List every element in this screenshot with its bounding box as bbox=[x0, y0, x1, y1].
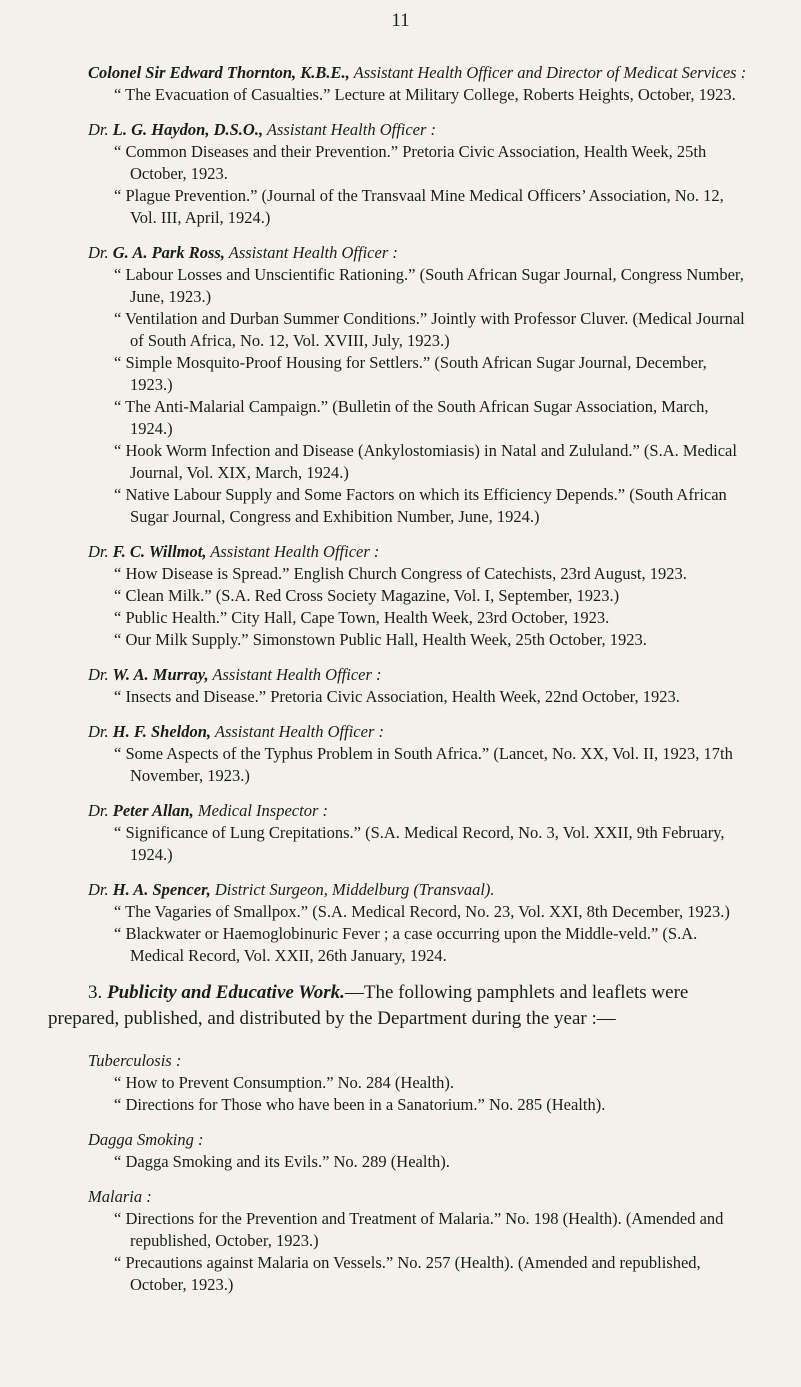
officer-role: Assistant Health Officer and Director of Medicat Services : bbox=[349, 63, 747, 82]
publication-item: “ Labour Losses and Unscientific Rationing.” (South African Sugar Journal, Congress Number, June, 1923.) bbox=[114, 265, 744, 306]
officer-title-prefix: Dr. bbox=[88, 880, 109, 899]
officer-name: H. F. Sheldon, bbox=[108, 722, 212, 741]
publication-item: “ The Vagaries of Smallpox.” (S.A. Medical Record, No. 23, Vol. XXI, 8th December, 1923.) bbox=[114, 902, 730, 921]
officer-entry bbox=[88, 62, 751, 106]
pamphlet-item: “ Precautions against Malaria on Vessels.” No. 257 (Health). (Amended and republished, October, 1923.) bbox=[114, 1253, 701, 1294]
officer-heading bbox=[88, 879, 751, 901]
section-text: —The following pamphlets and leaflets were prepared, published, and distributed by the Department during the year :— bbox=[48, 982, 689, 1029]
publication-item: “ How Disease is Spread.” English Church Congress of Catechists, 23rd August, 1923. bbox=[114, 564, 687, 583]
officer-title-prefix: Dr. bbox=[88, 542, 109, 561]
officer-heading bbox=[88, 541, 751, 563]
publications-by-officer bbox=[88, 62, 751, 967]
officer-title-prefix: Dr. bbox=[88, 801, 109, 820]
officer-entry bbox=[88, 879, 751, 967]
publication-item: “ Ventilation and Durban Summer Conditions.” Jointly with Professor Cluver. (Medical Journal of South Africa, No. 12, Vol. XVIII, July, 1923.) bbox=[114, 309, 745, 350]
officer-name: F. C. Willmot, bbox=[108, 542, 207, 561]
officer-name: Peter Allan, bbox=[108, 801, 194, 820]
pamphlet-group bbox=[88, 1050, 751, 1116]
officer-entry bbox=[88, 541, 751, 651]
officer-heading bbox=[88, 664, 751, 686]
pamphlet-group bbox=[88, 1186, 751, 1296]
officer-role: Medical Inspector : bbox=[193, 801, 328, 820]
officer-title-prefix: Dr. bbox=[88, 120, 109, 139]
officer-name: Colonel Sir Edward Thornton, K.B.E., bbox=[88, 63, 350, 82]
publication-item: “ Blackwater or Haemoglobinuric Fever ; a case occurring upon the Middle-veld.” (S.A. Medical Record, Vol. XXII, 26th January, 1924. bbox=[114, 924, 698, 965]
pamphlet-group-heading: Dagga Smoking : bbox=[88, 1130, 204, 1149]
officer-heading bbox=[88, 119, 751, 141]
officer-name: L. G. Haydon, D.S.O., bbox=[108, 120, 264, 139]
publication-item: “ Insects and Disease.” Pretoria Civic Association, Health Week, 22nd October, 1923. bbox=[114, 687, 680, 706]
pamphlet-item: “ Dagga Smoking and its Evils.” No. 289 (Health). bbox=[114, 1152, 450, 1171]
officer-heading bbox=[88, 800, 751, 822]
officer-role: Assistant Health Officer : bbox=[224, 243, 398, 262]
officer-role: Assistant Health Officer : bbox=[263, 120, 437, 139]
publication-item: “ Our Milk Supply.” Simonstown Public Hall, Health Week, 25th October, 1923. bbox=[114, 630, 647, 649]
publication-item: “ Plague Prevention.” (Journal of the Transvaal Mine Medical Officers’ Association, No. 12, Vol. III, April, 1924.) bbox=[114, 186, 724, 227]
pamphlet-item: “ Directions for Those who have been in a Sanatorium.” No. 285 (Health). bbox=[114, 1095, 606, 1114]
publication-item: “ The Anti-Malarial Campaign.” (Bulletin of the South African Sugar Association, March, 1924.) bbox=[114, 397, 709, 438]
officer-entry bbox=[88, 800, 751, 866]
pamphlet-group-heading: Tuberculosis : bbox=[88, 1051, 182, 1070]
section-title: Publicity and Educative Work. bbox=[107, 982, 345, 1003]
publication-item: “ Some Aspects of the Typhus Problem in South Africa.” (Lancet, No. XX, Vol. II, 1923, 17th November, 1923.) bbox=[114, 744, 733, 785]
publication-item: “ The Evacuation of Casualties.” Lecture at Military College, Roberts Heights, October, 1923. bbox=[114, 85, 736, 104]
pamphlet-item: “ How to Prevent Consumption.” No. 284 (Health). bbox=[114, 1073, 455, 1092]
officer-name: H. A. Spencer, bbox=[108, 880, 211, 899]
officer-name: W. A. Murray, bbox=[108, 665, 209, 684]
officer-role: District Surgeon, Middelburg (Transvaal). bbox=[210, 880, 495, 899]
page-number: 11 bbox=[391, 10, 410, 31]
publication-item: “ Clean Milk.” (S.A. Red Cross Society Magazine, Vol. I, September, 1923.) bbox=[114, 586, 620, 605]
officer-entry bbox=[88, 721, 751, 787]
officer-heading bbox=[88, 242, 751, 264]
officer-role: Assistant Health Officer : bbox=[208, 665, 382, 684]
publication-item: “ Simple Mosquito-Proof Housing for Settlers.” (South African Sugar Journal, December, 1923.) bbox=[114, 353, 707, 394]
pamphlet-groups bbox=[88, 1050, 751, 1296]
publication-item: “ Common Diseases and their Prevention.” Pretoria Civic Association, Health Week, 25th October, 1923. bbox=[114, 142, 707, 183]
officer-heading bbox=[88, 62, 751, 84]
officer-heading bbox=[88, 721, 751, 743]
publication-item: “ Public Health.” City Hall, Cape Town, Health Week, 23rd October, 1923. bbox=[114, 608, 610, 627]
section-number: 3. bbox=[88, 982, 107, 1003]
officer-title-prefix: Dr. bbox=[88, 243, 109, 262]
section-publicity bbox=[48, 980, 751, 1032]
officer-entry bbox=[88, 119, 751, 229]
publication-item: “ Native Labour Supply and Some Factors on which its Efficiency Depends.” (South African Sugar Journal, Congress and Exhibition Number, June, 1924.) bbox=[114, 485, 727, 526]
pamphlet-item: “ Directions for the Prevention and Treatment of Malaria.” No. 198 (Health). (Amended and republished, October, 1923.) bbox=[114, 1209, 724, 1250]
pamphlet-group-heading: Malaria : bbox=[88, 1187, 152, 1206]
publication-item: “ Significance of Lung Crepitations.” (S.A. Medical Record, No. 3, Vol. XXII, 9th February, 1924.) bbox=[114, 823, 725, 864]
publication-item: “ Hook Worm Infection and Disease (Ankylostomiasis) in Natal and Zululand.” (S.A. Medical Journal, Vol. XIX, March, 1924.) bbox=[114, 441, 737, 482]
pamphlet-group bbox=[88, 1129, 751, 1173]
officer-entry bbox=[88, 242, 751, 528]
officer-title-prefix: Dr. bbox=[88, 665, 109, 684]
officer-role: Assistant Health Officer : bbox=[211, 722, 384, 741]
officer-name: G. A. Park Ross, bbox=[108, 243, 225, 262]
officer-role: Assistant Health Officer : bbox=[206, 542, 380, 561]
officer-entry bbox=[88, 664, 751, 708]
officer-title-prefix: Dr. bbox=[88, 722, 109, 741]
